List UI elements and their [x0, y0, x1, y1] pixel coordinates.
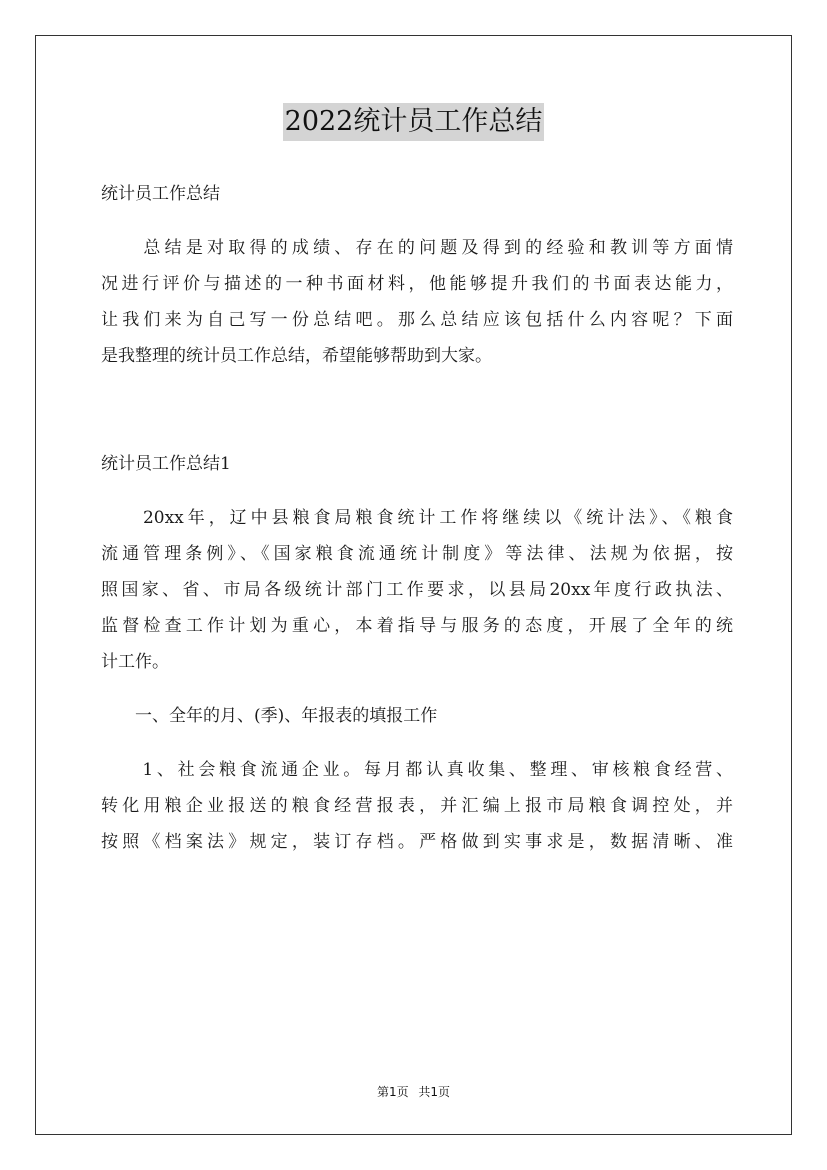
section1-paragraph-1 [101, 500, 733, 680]
document-body [101, 176, 733, 860]
paragraph-line: 照国家、省、市局各级统计部门工作要求，以县局20xx年度行政执法、 [101, 580, 733, 600]
intro-line: 是我整理的统计员工作总结，希望能够帮助到大家。 [101, 346, 492, 366]
paragraph-line: 监督检查工作计划为重心，本着指导与服务的态度，开展了全年的统 [101, 616, 733, 636]
intro-paragraph [101, 230, 733, 374]
section1-paragraph-2 [101, 752, 733, 860]
document-title: 2022统计员工作总结 [283, 103, 545, 141]
paragraph-line: 按照《档案法》规定，装订存档。严格做到实事求是，数据清晰、准 [101, 832, 733, 852]
subsection-heading: 一、全年的月、(季)、年报表的填报工作 [101, 706, 438, 726]
paragraph-line: 1、社会粮食流通企业。每月都认真收集、整理、审核粮食经营、 [101, 760, 733, 780]
page-total: 共1页 [418, 1085, 451, 1099]
paragraph-line: 计工作。 [101, 652, 169, 672]
page-number: 第1页 [376, 1085, 409, 1099]
page-footer [0, 1083, 827, 1100]
intro-line: 让我们来为自己写一份总结吧。那么总结应该包括什么内容呢？下面 [101, 310, 733, 330]
paragraph-line: 流通管理条例》、《国家粮食流通统计制度》等法律、法规为依据，按 [101, 544, 733, 564]
section-heading: 统计员工作总结1 [101, 454, 231, 474]
subtitle: 统计员工作总结 [101, 184, 220, 204]
paragraph-line: 转化用粮企业报送的粮食经营报表，并汇编上报市局粮食调控处，并 [101, 796, 733, 816]
intro-line: 况进行评价与描述的一种书面材料，他能够提升我们的书面表达能力， [101, 274, 733, 294]
paragraph-line: 20xx年，辽中县粮食局粮食统计工作将继续以《统计法》、《粮食 [101, 508, 733, 528]
title-container [0, 103, 827, 141]
intro-line: 总结是对取得的成绩、存在的问题及得到的经验和教训等方面情 [101, 238, 733, 258]
